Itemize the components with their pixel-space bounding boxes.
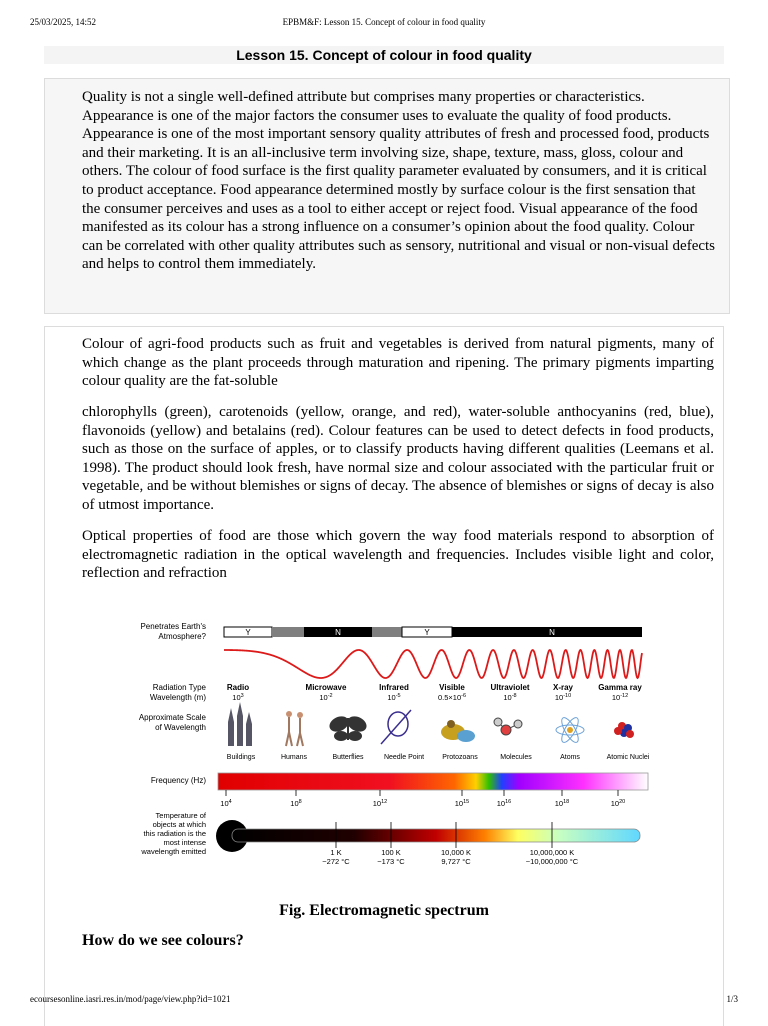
band-wavelength-ultraviolet: $10^{-8}$: [503, 693, 517, 702]
freq-tick-1: $10^4$: [220, 799, 232, 808]
bar-mark-4: N: [549, 628, 555, 637]
temp-k-1: 1 K: [330, 848, 342, 857]
svg-text:objects at which: objects at which: [152, 820, 206, 829]
paragraph-pigments: Colour of agri-food products such as fruit and vegetables is derived from natural pigments, many of which change as the plant proceeds through maturation and ripening. The primary pigments imparting colour quality are the fat-soluble: [82, 336, 714, 390]
scale-label-2: of Wavelength: [155, 723, 206, 732]
paragraph-quality: Quality is not a single well-defined attribute but comprises many properties or characteristics. Appearance is one of the major factors the consumer uses to evaluate the quality of food products. Appearance is one of the most important sensory quality attributes of fresh and processed food, products and their marketing. It is an all-inclusive term involving size, shape, texture, mass, gloss, colour and others. The colour of food surface is the first quality parameter evaluated by consumers, and it is critical to product acceptance. Food appearance determined mostly by surface colour is the first sensation that the consumer perceives and uses as a tool to either accept or reject food. Visual appearance of the food manifested as its colour has a strong influence on a consumer’s opinion about the food quality. Colour can be correlated with other quality attributes such as sensory, nutritional and visual or non-visual defects and helps to control them immediately.: [82, 89, 716, 273]
temp-k-2: 100 K: [381, 848, 401, 857]
band-name-xray: X-ray: [552, 683, 574, 692]
radiation-type-label: Radiation Type: [152, 683, 206, 692]
band-wavelength-infrared: $10^{-5}$: [387, 693, 401, 702]
temp-k-4: 10,000,000 K: [529, 848, 575, 857]
print-url: ecoursesonline.iasri.res.in/mod/page/view.php?id=1021: [30, 994, 231, 1004]
frequency-label: Frequency (Hz): [150, 776, 206, 785]
scale-object-butterflies: Butterflies: [332, 754, 364, 761]
band-name-radio: Radio: [226, 683, 250, 692]
freq-tick-4: $10^{15}$: [454, 799, 470, 808]
freq-tick-3: $10^{12}$: [372, 799, 388, 808]
scale-object-atomic-nuclei: Atomic Nuclei: [606, 754, 650, 761]
svg-text:this radiation is the: this radiation is the: [143, 829, 206, 838]
print-datetime: 25/03/2025, 14:52: [30, 17, 97, 27]
temp-c-3: 9,727 °C: [441, 857, 471, 866]
frequency-bar: [218, 773, 648, 790]
scale-object-protozoans: Protozoans: [442, 754, 478, 761]
bar-mark-2: N: [335, 628, 341, 637]
temp-c-2: −173 °C: [377, 857, 405, 866]
wavelength-label: Wavelength (m): [149, 693, 206, 702]
print-page-number: 1/3: [726, 994, 738, 1004]
scale-object-needle-point: Needle Point: [383, 754, 425, 761]
print-doc-title: EPBM&F: Lesson 15. Concept of colour in food quality: [282, 17, 486, 27]
scale-label-1: Approximate Scale: [138, 713, 206, 722]
freq-tick-7: $10^{20}$: [610, 799, 626, 808]
band-wavelength-microwave: $10^{-2}$: [319, 693, 333, 702]
section-heading: How do we see colours?: [82, 932, 244, 949]
temp-c-1: −272 °C: [322, 857, 350, 866]
svg-text:most intense: most intense: [163, 838, 206, 847]
band-name-ultraviolet: Ultraviolet: [490, 683, 530, 692]
scale-object-buildings: Buildings: [226, 754, 256, 761]
penetrates-label-1: Penetrates Earth's: [140, 622, 206, 631]
figure-caption: Fig. Electromagnetic spectrum: [279, 902, 489, 919]
scale-object-atoms: Atoms: [560, 754, 580, 761]
band-wavelength-gamma: $10^{-12}$: [611, 693, 629, 702]
band-name-microwave: Microwave: [305, 683, 347, 692]
atmosphere-bar: [224, 627, 642, 637]
freq-tick-5: $10^{16}$: [496, 799, 512, 808]
bar-mark-3: Y: [424, 628, 430, 637]
lesson-title: Lesson 15. Concept of colour in food quality: [44, 46, 724, 64]
band-wavelength-xray: $10^{-10}$: [554, 693, 572, 702]
svg-text:Temperature of: Temperature of: [155, 811, 206, 820]
band-name-infrared: Infrared: [379, 683, 409, 692]
bar-mark-1: Y: [245, 628, 251, 637]
band-wavelength-visible: $0.5\times 10^{-6}$: [437, 693, 467, 702]
temp-c-4: ~10,000,000 °C: [525, 857, 579, 866]
scale-object-humans: Humans: [280, 754, 308, 761]
band-wavelength-radio: $10^3$: [232, 693, 244, 702]
temp-k-3: 10,000 K: [440, 848, 472, 857]
scale-object-molecules: Molecules: [500, 754, 532, 761]
freq-tick-6: $10^{18}$: [554, 799, 570, 808]
band-name-gamma: Gamma ray: [598, 683, 642, 692]
band-name-visible: Visible: [439, 683, 465, 692]
paragraph-optical: Optical properties of food are those which govern the way food materials respond to absorption of electromagnetic radiation in the optical wavelength and frequencies. Includes visible light and color, reflection and refraction: [82, 528, 714, 582]
freq-tick-2: $10^8$: [290, 799, 302, 808]
svg-text:wavelength emitted: wavelength emitted: [141, 847, 206, 856]
penetrates-label-2: Atmosphere?: [158, 632, 206, 641]
em-spectrum-figure: [106, 612, 691, 890]
paragraph-pigment-list: chlorophylls (green), carotenoids (yellow, orange, and red), water-soluble anthocyanins (red, blue), flavonoids (yellow) and betalains (red). Colour features can be used to detect defects in food products, such as those on the surface of apples, or to classify products having different qualities (Leemans et al. 1998). The product should look fresh, have normal size and colour associated with the particular fruit or vegetable, and be without blemishes or signs of decay. The absence of blemishes or signs of decay is also of utmost importance.: [82, 404, 714, 513]
